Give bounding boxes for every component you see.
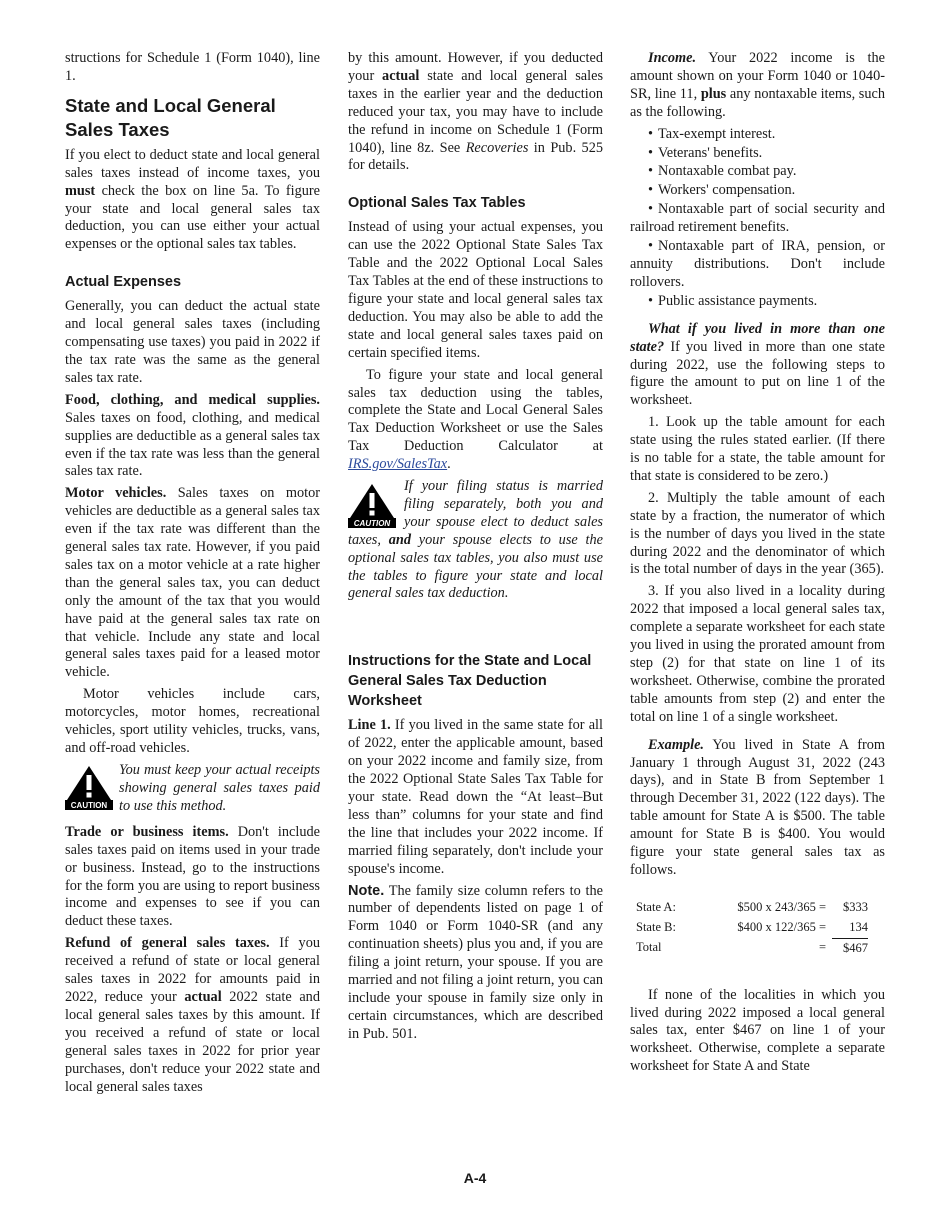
caution-text-married: If your filing status is married filing separately, both you and your spouse elect to deduct sales taxes, and your spouse elects to use the optional sales tax tables, you also must use the tables to figure your state and local general sales tax deduction. bbox=[348, 478, 603, 602]
irs-salestax-link[interactable]: IRS.gov/SalesTax bbox=[348, 456, 448, 473]
refund-continued-paragraph: by this amount. However, if you deducted your actual state and local general sales taxes in the earlier year and the deduction reduced your tax, you may have to include the refund in income on Schedule 1 (Form 1040), line 8z. See Recoveries in Pub. 525 for details. bbox=[348, 50, 604, 174]
caution-text-receipts: You must keep your actual receipts showing general sales taxes paid to use this method. bbox=[119, 761, 320, 814]
svg-text:CAUTION: CAUTION bbox=[70, 801, 108, 810]
page-number: A-4 bbox=[463, 1170, 487, 1186]
caution-icon bbox=[348, 482, 398, 529]
step-1: 1. Look up the table amount for each state using the rules stated earlier. (If there is no table for a state, the table amount for that state is considered to be zero.) bbox=[630, 414, 885, 484]
intro-text: structions for Schedule 1 (Form 1040), line 1. bbox=[65, 50, 320, 84]
example-table bbox=[636, 898, 868, 959]
table-row: State A: $500 x 243/365 = $333 bbox=[636, 899, 868, 914]
vehicles-include-paragraph: Motor vehicles include cars, motorcycles, motor homes, recreational vehicles, sport utility vehicles, trucks, vans, and off-road vehicles. bbox=[65, 686, 320, 756]
elect-paragraph: If you elect to deduct state and local general sales taxes instead of income taxes, you must check the box on line 5a. To figure your state and local general sales tax deduction, you can use either your actual expenses or the optional sales tax tables. bbox=[65, 146, 320, 253]
heading-actual-expenses: Actual Expenses bbox=[65, 274, 182, 291]
refund-paragraph: Refund of general sales taxes. If you received a refund of state or local general sales taxes in 2022 for amounts paid in 2022, reduce your actual 2022 state and local general sales taxes by this amount. If you received a refund of state or local general sales taxes in 2022 for prior year purchases, don't reduce your 2022 state and local general sales taxes bbox=[65, 935, 320, 1095]
nontaxable-items-list bbox=[630, 126, 885, 311]
table-row: State B: $400 x 122/365 = 134 bbox=[636, 918, 868, 938]
to-figure-paragraph: To figure your state and local general sales tax deduction using the tables, complete the State and Local General Sales Tax Deduction Worksheet or use the Sales Tax Deduction Calculator at IRS.gov/SalesTax. bbox=[348, 366, 603, 473]
none-localities-paragraph: If none of the localities in which you lived during 2022 imposed a local general sales tax, enter $467 on line 1 of your worksheet. Otherwise, complete a separate worksheet for State A and State bbox=[630, 986, 885, 1075]
example-paragraph: Example. You lived in State A from January 1 through August 31, 2022 (243 days), and in State B from September 1 through December 31, 2022 (122 days). The table amount for State A is $500. The table amount for State B is $400. You would figure your state general sales tax as follows. bbox=[630, 736, 885, 878]
food-paragraph: Food, clothing, and medical supplies. Sales taxes on food, clothing, and medical supplies are deductible as a general sales tax even if the tax rate was less than the general sales tax rate. bbox=[65, 391, 320, 480]
caution-box-married bbox=[348, 478, 603, 603]
note-paragraph: Note. The family size column refers to the number of dependents listed on page 1 of Form 1040 or Form 1040-SR (and any continuation sheets) plus you and, if you are filing a joint return, your spouse. If you are married and not filing a joint return, you can include your spouse in family size only in certain circumstances, which are described in Pub. 501. bbox=[348, 882, 603, 1042]
heading-optional-tables: Optional Sales Tax Tables bbox=[348, 195, 526, 212]
list-item: • Tax-exempt interest. bbox=[648, 125, 776, 142]
section-title-sales-taxes: State and Local General Sales Taxes bbox=[65, 94, 276, 140]
list-item: • Workers' compensation. bbox=[648, 182, 796, 199]
caution-icon bbox=[65, 764, 113, 816]
column-3 bbox=[630, 50, 885, 1080]
list-item: • Nontaxable combat pay. bbox=[648, 163, 797, 180]
list-item: • Nontaxable part of IRA, pension, or annuity distributions. Don't include rollovers. bbox=[630, 238, 885, 290]
motor-vehicles-paragraph: Motor vehicles. Sales taxes on motor vehicles are deductible as a general sales tax even if the tax rate was different than the general sales tax rate. However, if you paid sales tax on a motor vehicle at a rate higher than the general sales tax, you can deduct only the amount of the tax that you would have paid at the general sales tax rate on that vehicle. Include any state and local general sales taxes paid for a leased motor vehicle. bbox=[65, 485, 320, 681]
trade-business-paragraph: Trade or business items. Don't include sales taxes paid on items used in your trade or business. Instead, go to the instructions for the form you are using to report business income and expenses to see if you can deduct these taxes. bbox=[65, 823, 320, 930]
instead-paragraph: Instead of using your actual expenses, you can use the 2022 Optional State Sales Tax Table and the 2022 Optional Local Sales Tax Tables at the end of these instructions to figure your state and local general sales tax deduction. You may also be able to add the state and local general sales taxes paid on certain specified items. bbox=[348, 219, 603, 361]
heading-worksheet-instructions: Instructions for the State and Local General Sales Tax Deduction Worksheet bbox=[348, 653, 592, 710]
list-item: • Veterans' benefits. bbox=[648, 144, 763, 161]
column-2 bbox=[348, 50, 603, 1048]
list-item: • Public assistance payments. bbox=[648, 292, 818, 309]
caution-box-receipts bbox=[65, 762, 320, 816]
svg-text:CAUTION: CAUTION bbox=[353, 519, 391, 529]
list-item: • Nontaxable part of social security and railroad retirement benefits. bbox=[630, 201, 885, 236]
line1-paragraph: Line 1. If you lived in the same state for all of 2022, enter the applicable amount, based on your 2022 income and family size, from the 2022 Optional State Sales Tax Table for your state. Read down the “At least–But less than” columns for your state and find the line that includes your 2022 income. If married filing separately, don't include your spouse's income. bbox=[348, 717, 603, 877]
column-1 bbox=[65, 50, 320, 1100]
income-paragraph: Income. Your 2022 income is the amount shown on your Form 1040 or 1040-SR, line 11, plus any nontaxable items, such as the following. bbox=[630, 50, 885, 120]
generally-paragraph: Generally, you can deduct the actual state and local general sales taxes (including compensating use taxes) you paid in 2022 if the tax rate was the same as the general sales tax rate. bbox=[65, 298, 320, 386]
step-3: 3. If you also lived in a locality during 2022 that imposed a local general sales tax, complete a separate worksheet for each state you lived in using the prorated amount from step (2) for that state on line 1 of its worksheet. Otherwise, combine the prorated table amounts from step (2) and enter the total on line 1 of a single worksheet. bbox=[630, 583, 885, 725]
more-than-one-state-paragraph: What if you lived in more than one state? If you lived in more than one state during 2022, use the following steps to figure the amount to put on line 1 of the worksheet. bbox=[630, 320, 885, 409]
step-2: 2. Multiply the table amount of each state by a fraction, the numerator of which is the number of days you lived in the state during 2022 and the denominator of which is the total number of days in the year (365). bbox=[630, 489, 885, 578]
table-row: Total = $467 bbox=[636, 940, 868, 955]
